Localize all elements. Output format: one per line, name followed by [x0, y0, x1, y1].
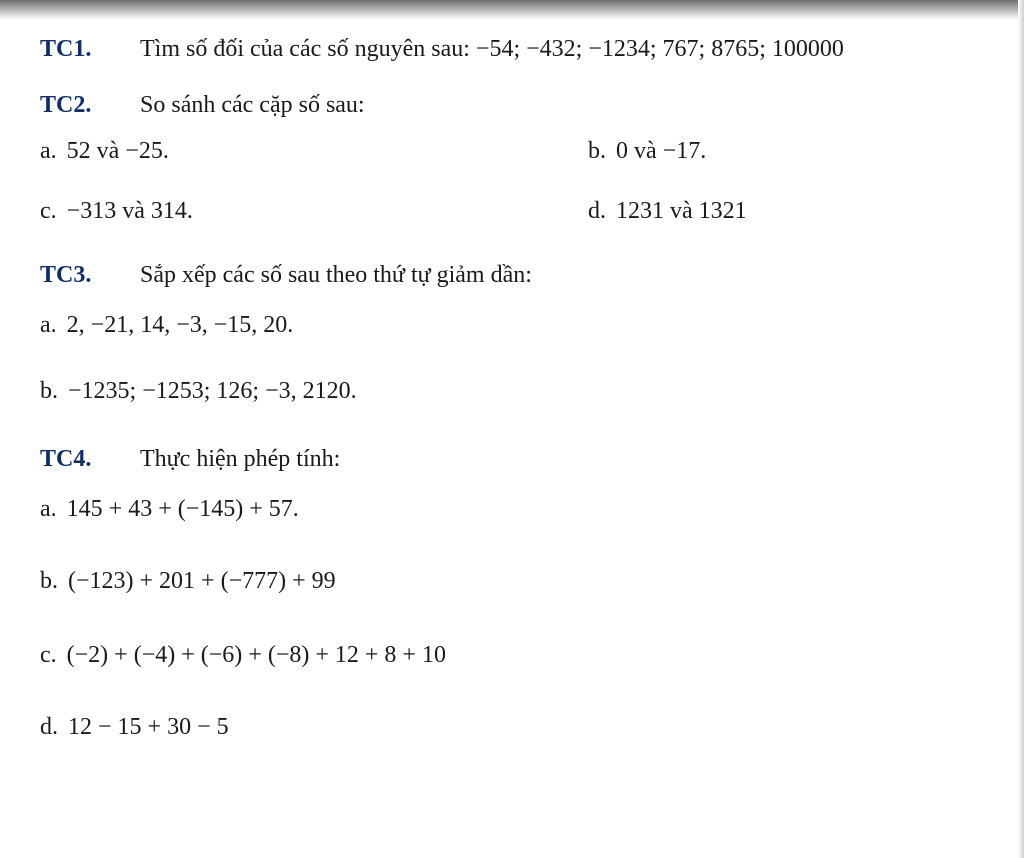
tc2-text: So sánh các cặp số sau:	[140, 92, 365, 118]
tc1-line	[40, 34, 844, 64]
tc3-item-a-letter: a.	[40, 312, 57, 338]
tc2-label: TC2.	[40, 92, 92, 118]
right-edge	[1018, 0, 1024, 858]
tc4-line	[40, 444, 340, 474]
tc4-item-b-letter: b.	[40, 568, 58, 594]
tc1-text: Tìm số đối của các số nguyên sau: −54; −432; −1234; 767; 8765; 100000	[140, 36, 844, 62]
tc2-line	[40, 90, 365, 120]
tc2-item-d	[588, 196, 747, 226]
tc2-item-a	[40, 136, 169, 166]
top-shadow	[0, 0, 1024, 20]
tc4-item-d-text: 12 − 15 + 30 − 5	[68, 714, 229, 740]
tc4-item-b	[40, 566, 336, 596]
tc4-item-a	[40, 494, 299, 524]
tc4-item-c-letter: c.	[40, 642, 57, 668]
tc4-item-a-text: 145 + 43 + (−145) + 57.	[66, 496, 299, 522]
tc3-item-b-text: −1235; −1253; 126; −3, 2120.	[68, 378, 357, 404]
tc4-item-c	[40, 640, 446, 670]
tc2-item-b-text: 0 và −17.	[616, 138, 707, 164]
tc3-item-a-text: 2, −21, 14, −3, −15, 20.	[66, 312, 294, 338]
tc3-item-a	[40, 310, 293, 340]
tc2-item-b	[588, 136, 706, 166]
tc4-item-b-text: (−123) + 201 + (−777) + 99	[68, 568, 336, 594]
tc2-item-b-letter: b.	[588, 138, 606, 164]
tc2-item-d-letter: d.	[588, 198, 606, 224]
tc4-item-a-letter: a.	[40, 496, 57, 522]
tc3-text: Sắp xếp các số sau theo thứ tự giảm dần:	[140, 262, 532, 288]
tc3-item-b	[40, 376, 357, 406]
tc4-item-d	[40, 712, 229, 742]
tc2-item-c	[40, 196, 193, 226]
tc4-item-c-text: (−2) + (−4) + (−6) + (−8) + 12 + 8 + 10	[66, 642, 446, 668]
tc4-label: TC4.	[40, 446, 92, 472]
tc2-item-c-letter: c.	[40, 198, 57, 224]
tc3-line	[40, 260, 532, 290]
tc1-label: TC1.	[40, 36, 92, 62]
tc3-item-b-letter: b.	[40, 378, 58, 404]
tc2-item-c-text: −313 và 314.	[66, 198, 193, 224]
tc2-item-a-text: 52 và −25.	[66, 138, 169, 164]
tc2-item-a-letter: a.	[40, 138, 57, 164]
tc3-label: TC3.	[40, 262, 92, 288]
tc4-text: Thực hiện phép tính:	[140, 446, 341, 472]
tc2-item-d-text: 1231 và 1321	[616, 198, 747, 224]
tc4-item-d-letter: d.	[40, 714, 58, 740]
